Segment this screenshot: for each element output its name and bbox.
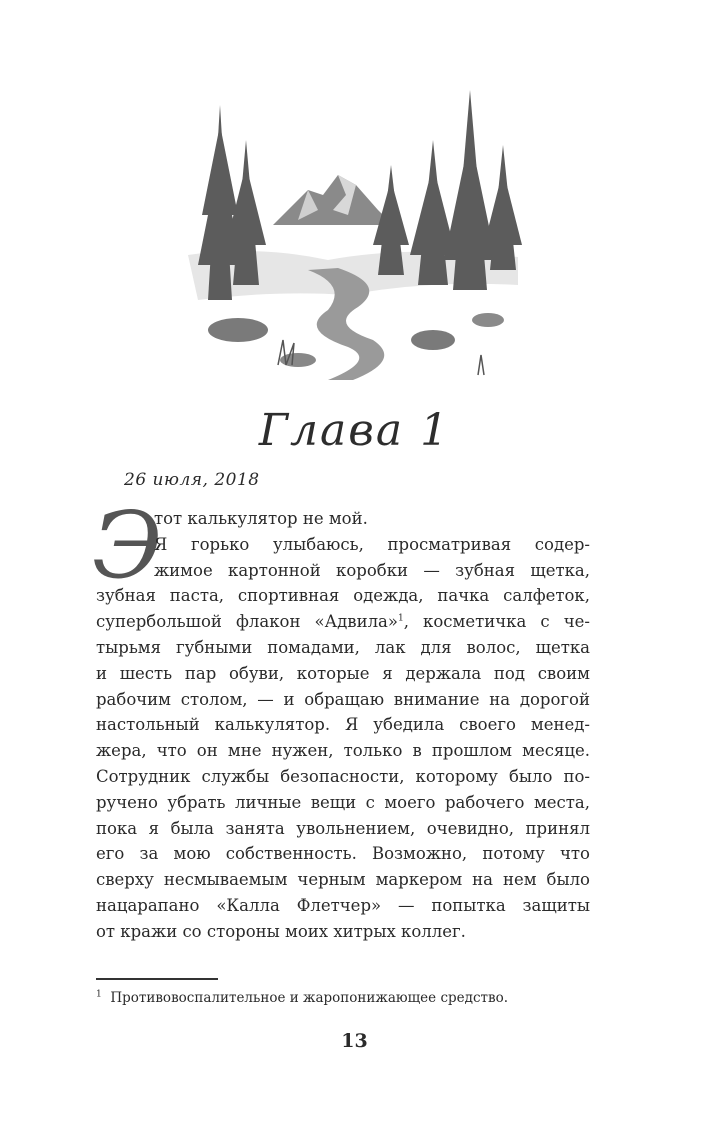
text-line: и шесть пар обуви, которые я держала под своим bbox=[96, 663, 590, 683]
text-line: жера, что он мне нужен, только в прошлом месяце. bbox=[96, 741, 590, 761]
text-line: Сотрудник службы безопасности, которому было по- bbox=[96, 766, 590, 786]
text-line: пока я была занята увольнением, очевидно, принял bbox=[96, 818, 590, 838]
footnote-marker: 1 bbox=[96, 989, 102, 1000]
text-line: его за мою собственность. Возможно, потому что bbox=[96, 844, 590, 864]
chapter-date: 26 июля, 2018 bbox=[124, 470, 260, 490]
text-line: настольный калькулятор. Я убедила своего менед- bbox=[96, 715, 590, 735]
text-line-part: , косметичка с че- bbox=[403, 612, 590, 632]
footnote-text: Противовоспалительное и жаропонижающее средство. bbox=[110, 990, 509, 1006]
text-line: сверху несмываемым черным маркером на нем было bbox=[96, 870, 590, 890]
text-line: тот калькулятор не мой. bbox=[154, 509, 368, 528]
text-line: тырьмя губными помадами, лак для волос, щетка bbox=[96, 637, 590, 657]
text-line: зубная паста, спортивная одежда, пачка салфеток, bbox=[96, 586, 590, 606]
text-line: ручено убрать личные вещи с моего рабочего места, bbox=[96, 792, 590, 812]
footnote-reference: 1 bbox=[397, 613, 404, 624]
text-line: нацарапано «Калла Флетчер» — попытка защиты bbox=[96, 895, 590, 915]
chapter-title: Глава 1 bbox=[258, 405, 451, 456]
text-line: рабочим столом, — и обращаю внимание на дорогой bbox=[96, 689, 590, 709]
text-line bbox=[96, 609, 590, 635]
text-line: от кражи со стороны моих хитрых коллег. bbox=[96, 921, 466, 941]
text-line: жимое картонной коробки — зубная щетка, bbox=[154, 560, 590, 580]
text-line: Я горько улыбаюсь, просматривая содер- bbox=[154, 534, 590, 554]
drop-cap: Э bbox=[92, 492, 163, 599]
page-number: 13 bbox=[341, 1030, 368, 1052]
footnote-divider bbox=[96, 978, 218, 980]
landscape-illustration bbox=[178, 85, 528, 390]
mountain-shape bbox=[273, 175, 393, 225]
footnote bbox=[96, 990, 508, 1006]
body-text bbox=[96, 506, 590, 945]
text-line-part: супербольшой флакон «Адвила» bbox=[96, 612, 398, 632]
